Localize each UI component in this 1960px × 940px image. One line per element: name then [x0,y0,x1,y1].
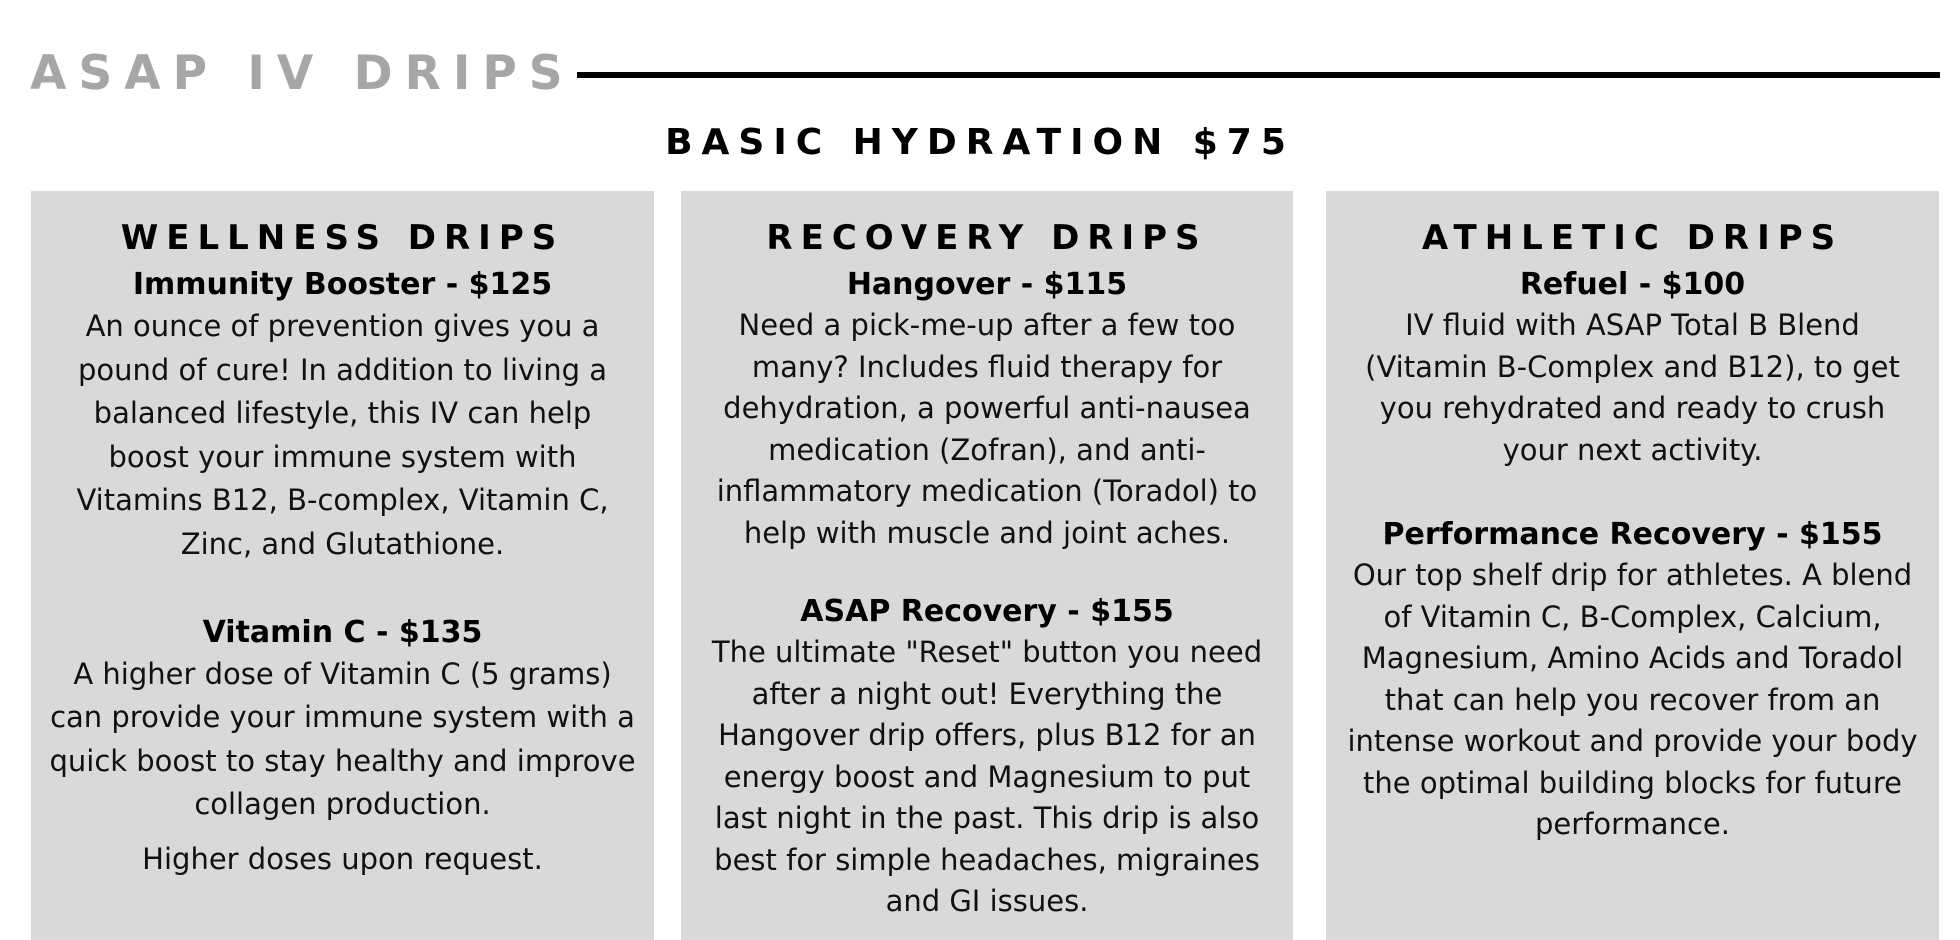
hangover-description: Need a pick-me-up after a few too many? Includes fluid therapy for dehydration, a powerful anti-nausea medication (Zofran), and anti-inflammatory medication (Toradol) to help with muscle and joint aches. [716,308,1258,550]
page-title: ASAP IV DRIPS [30,46,575,101]
higher-doses-note: Higher doses upon request. [142,841,543,876]
recovery-drips-heading: RECOVERY DRIPS [766,218,1208,258]
title-divider [577,72,1940,78]
refuel-description: IV fluid with ASAP Total B Blend (Vitamin B-Complex and B12), to get you rehydrated and ready to crush your next activity. [1365,308,1900,467]
wellness-drips-panel [31,191,654,940]
athletic-drips-heading: ATHLETIC DRIPS [1421,218,1844,258]
performance-recovery-name: Performance Recovery - $155 [1382,517,1883,552]
immunity-booster-description: An ounce of prevention gives you a pound of cure! In addition to living a balanced lifestyle, this IV can help boost your immune system with Vitamins B12, B-complex, Vitamin C, Zinc, and Glutathione. [76,309,609,561]
hangover-name: Hangover - $115 [846,267,1128,302]
asap-recovery-description: The ultimate "Reset" button you need after a night out! Everything the Hangover drip offers, plus B12 for an energy boost and Magnesium to put last night in the past. This drip is also best for simple headaches, migraines and GI issues. [711,635,1263,918]
recovery-drips-panel [681,191,1293,940]
immunity-booster-name: Immunity Booster - $125 [132,267,553,302]
vitamin-c-description: A higher dose of Vitamin C (5 grams) can provide your immune system with a quick boost to stay healthy and improve collagen production. [49,656,636,822]
refuel-name: Refuel - $100 [1519,267,1746,302]
vitamin-c-name: Vitamin C - $135 [202,614,483,650]
wellness-drips-heading: WELLNESS DRIPS [120,218,565,258]
performance-recovery-description: Our top shelf drip for athletes. A blend of Vitamin C, B-Complex, Calcium, Magnesium, Amino Acids and Toradol that can help you recover from an intense workout and provide your body the optimal building blocks for future performance. [1347,558,1918,841]
asap-recovery-name: ASAP Recovery - $155 [800,594,1174,629]
athletic-drips-panel [1326,191,1939,940]
basic-hydration-heading: BASIC HYDRATION $75 [665,122,1295,163]
